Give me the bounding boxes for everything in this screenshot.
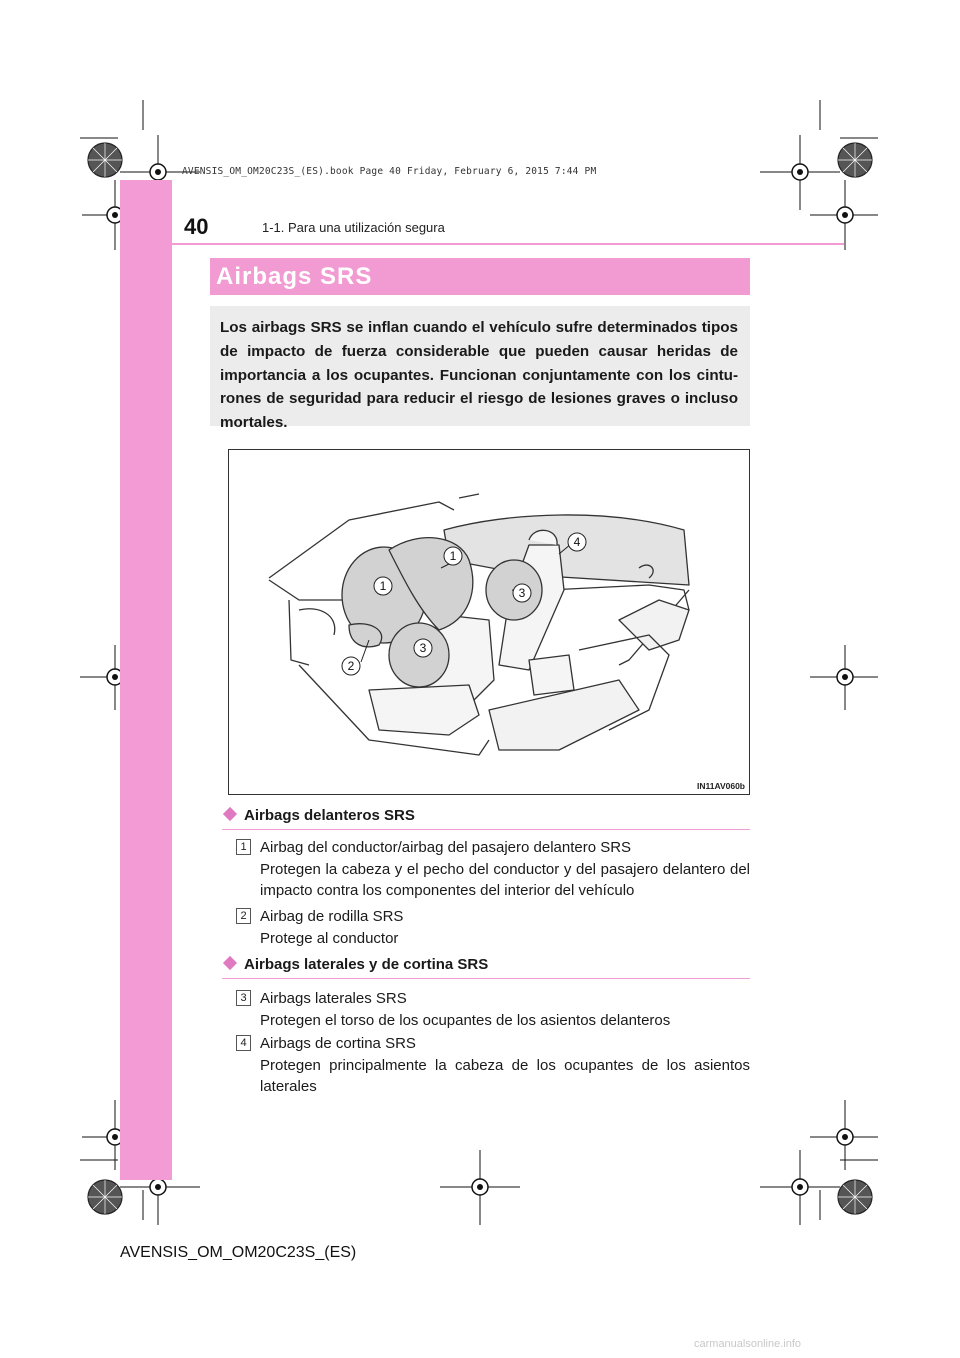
item-text-line: Protegen el torso de los ocupantes de los asientos delanteros [260, 1011, 671, 1029]
airbag-illustration [228, 449, 750, 795]
item-text-line: Protege al conductor [260, 929, 399, 947]
item-text-line: Protegen principalmente la cabeza de los ocupantes de los asientos laterales [260, 1056, 750, 1095]
item-text [260, 988, 750, 1031]
watermark: carmanualsonline.info [694, 1338, 802, 1350]
title-bar [210, 258, 750, 295]
group-rule [222, 978, 750, 979]
print-info-line: AVENSIS_OM_OM20C23S_(ES).book Page 40 Friday, February 6, 2015 7:44 PM [182, 166, 597, 177]
page-title: Airbags SRS [216, 263, 373, 290]
item-text-line: Airbag de rodilla SRS [260, 908, 404, 925]
car-interior-drawing [229, 450, 749, 794]
intro-text: Los airbags SRS se inflan cuando el vehículo sufre determinados tipos de impacto de fuerza considerable que pueden causar heridas de importancia a los ocupantes. Funcionan conjuntamente con los cintu-rones de seguridad para reducir el riesgo de lesiones graves o incluso mortales. [220, 319, 738, 432]
side-color-bar [120, 180, 172, 1180]
group-heading-side [222, 956, 488, 973]
page-number: 40 [184, 214, 209, 239]
item-number: 3 [236, 990, 251, 1006]
footer-doc-code: AVENSIS_OM_OM20C23S_(ES) [120, 1244, 357, 1261]
list-item [236, 1033, 750, 1098]
group-heading-front [222, 807, 415, 824]
item-text-line: Airbag del conductor/airbag del pasajero delantero SRS [260, 839, 632, 856]
intro-box [210, 306, 750, 432]
group-rule [222, 829, 750, 830]
item-text [260, 837, 750, 902]
section-heading: 1-1. Para una utilización segura [262, 220, 445, 235]
item-number: 1 [236, 839, 251, 855]
callout-3b: 3 [518, 586, 526, 600]
diamond-bullet-icon [223, 956, 237, 970]
callout-1b: 1 [379, 579, 387, 593]
item-number: 4 [236, 1035, 251, 1051]
list-item [236, 837, 750, 902]
group-heading-text: Airbags laterales y de cortina SRS [244, 956, 489, 973]
group-heading-text: Airbags delanteros SRS [244, 807, 415, 824]
item-text [260, 906, 750, 949]
item-text-line: Airbags de cortina SRS [260, 1035, 416, 1052]
item-text [260, 1033, 750, 1098]
list-item [236, 988, 750, 1031]
diamond-bullet-icon [223, 807, 237, 821]
callout-1a: 1 [449, 549, 457, 563]
item-text-line: Protegen la cabeza y el pecho del conductor y del pasajero delantero del impacto contra los componentes del interior del vehículo [260, 860, 750, 899]
item-text-line: Airbags laterales SRS [260, 990, 407, 1007]
callout-2: 2 [347, 659, 355, 673]
list-item [236, 906, 750, 949]
header-rule [120, 243, 844, 245]
callout-3a: 3 [419, 641, 427, 655]
item-number: 2 [236, 908, 251, 924]
figure-code: IN11AV060b [696, 781, 745, 791]
callout-4: 4 [573, 535, 581, 549]
